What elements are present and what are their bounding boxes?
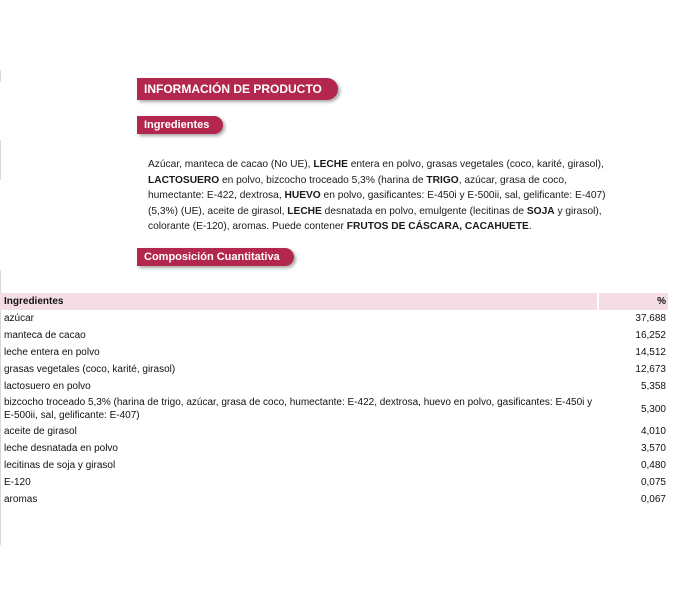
allergen-text: HUEVO: [284, 190, 321, 202]
allergen-text: LECHE: [287, 205, 322, 217]
table-row: [0, 423, 668, 440]
table-row: [0, 344, 668, 361]
table-row: [0, 378, 668, 395]
ingredient-name: leche entera en polvo: [4, 347, 100, 358]
composition-table: [0, 293, 668, 508]
ingredient-text: .: [528, 221, 532, 233]
table-row: [0, 474, 668, 491]
table-row: [0, 395, 668, 423]
table-row: [0, 361, 668, 378]
allergen-text: LECHE: [313, 159, 348, 170]
ingredient-percent: 12,673: [635, 364, 666, 375]
ingredient-percent: 37,688: [635, 313, 666, 324]
edge-marker: [0, 70, 1, 82]
allergen-text: TRIGO: [426, 174, 459, 186]
ingredient-name: manteca de cacao: [4, 330, 86, 341]
ingredient-percent: 5,358: [640, 381, 666, 392]
table-row: [0, 457, 668, 474]
product-info-title: INFORMACIÓN DE PRODUCTO: [137, 78, 338, 100]
ingredient-name: leche desnatada en polvo: [4, 443, 118, 454]
column-header-percent: %: [599, 293, 668, 310]
ingredient-name: bizcocho troceado 5,3% (harina de trigo, azúcar, grasa de coco, humectante: E-422, dextrosa, huevo en polvo, gasificantes: E-450i y E-500ii, sal, gelificante: E-407): [4, 397, 593, 421]
table-row: [0, 440, 668, 457]
ingredient-percent: 0,067: [640, 494, 666, 505]
table-row: [0, 491, 668, 508]
ingredients-paragraph: [148, 157, 618, 235]
ingredient-text: Azúcar, manteca de cacao (No UE),: [148, 159, 314, 170]
ingredient-name: azúcar: [4, 313, 35, 324]
ingredient-text: entera en polvo, grasas vegetales (coco, karité, girasol),: [347, 159, 604, 170]
ingredient-name: lecitinas de soja y girasol: [4, 460, 116, 471]
table-header-row: [0, 293, 668, 310]
ingredient-text: desnatada en polvo, emulgente (lecitinas de: [321, 205, 527, 217]
edge-marker: [0, 140, 1, 180]
table-row: [0, 327, 668, 344]
table-row: [0, 310, 668, 327]
ingredient-text: , azúcar, grasa de coco, humectante: E-422, dextrosa,: [148, 174, 567, 202]
ingredient-text: en polvo, bizcocho troceado 5,3% (harina de: [219, 174, 427, 186]
column-header-ingredients: Ingredientes: [0, 293, 597, 310]
ingredient-name: aceite de girasol: [4, 426, 77, 437]
allergen-text: FRUTOS DE CÁSCARA, CACAHUETE: [346, 221, 529, 233]
allergen-text: SOJA: [526, 205, 555, 217]
ingredient-percent: 4,010: [640, 426, 666, 437]
allergen-text: LACTOSUERO: [148, 174, 220, 186]
ingredient-percent: 16,252: [635, 330, 666, 341]
ingredient-percent: 3,570: [640, 443, 666, 454]
ingredient-name: aromas: [4, 494, 38, 505]
ingredient-text: en polvo, gasificantes: E-450i y E-500ii, sal, gelificante: E-407) (5,3%) (UE), aceite de girasol,: [148, 190, 606, 217]
ingredient-name: lactosuero en polvo: [4, 381, 91, 392]
table-body: [0, 310, 668, 508]
ingredient-percent: 0,480: [640, 460, 666, 471]
ingredient-percent: 0,075: [640, 477, 666, 488]
ingredient-percent: 5,300: [640, 403, 666, 415]
ingredient-name: grasas vegetales (coco, karité, girasol): [4, 364, 176, 375]
ingredient-percent: 14,512: [635, 347, 666, 358]
composition-heading: Composición Cuantitativa: [137, 248, 294, 266]
ingredient-name: E-120: [4, 477, 31, 488]
ingredients-heading: Ingredientes: [137, 116, 223, 134]
ingredient-text: y girasol), colorante (E-120), aromas. Puede contener: [148, 205, 602, 233]
